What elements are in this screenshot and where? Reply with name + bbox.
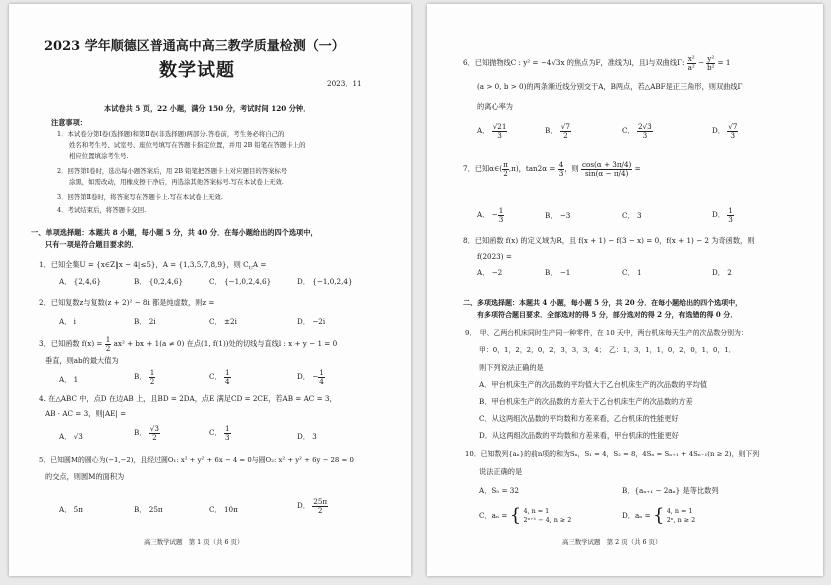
exam-title: 2023 学年顺德区普通高中高三教学质量检测（一） xyxy=(44,39,345,54)
question-4-line2: AB · AC = 3，则|AE| = xyxy=(45,409,127,418)
question-1: 1．已知全集U = {x∈Z‖x − 4|≤5}，A = {1,3,5,7,8,9}，则 $C_UA$ = xyxy=(39,260,267,272)
q8-option-b: B． −1 xyxy=(545,268,571,277)
question-9-line2: 甲：0，1，2，2，0，2，3，3，3，4； 乙：1，3，1，1，0，2，0，1，0，1． xyxy=(479,346,736,354)
question-6: 6．已知抛物线C : y² = −4√3x 的焦点为F，准线为l，且l与双曲线Γ: $\frac{\text{x²}}{\text{a²}}$ − $\frac{\text{y²}}{\text{b²}}$ = 1 xyxy=(463,53,731,72)
q6-option-d: D． $\frac{√7}{3}$ xyxy=(712,121,738,140)
note-line: 相应位置填涂考生号. xyxy=(69,152,129,160)
q10-option-c: C．aₙ = { 4, n = 1 2ⁿ⁺¹ − 4, n ≥ 2 xyxy=(479,505,572,526)
q4-option-d: D． 3 xyxy=(297,432,317,441)
question-8: 8．已知函数 f(x) 的定义域为R，且 f(x + 1) − f(3 − x) = 0，f(x + 1) − 2 为奇函数，则 xyxy=(463,236,755,245)
question-3-line2: 垂直，则ab的最大值为 xyxy=(45,356,119,365)
question-10-line2: 说法正确的是 xyxy=(479,467,523,476)
q5-option-c: C． 10π xyxy=(209,505,238,514)
notes-title: 注意事项： xyxy=(51,118,87,127)
q10-option-b: B．{aₙ₊₁ − 2aₙ} 是等比数列 xyxy=(622,486,719,495)
q7-option-d: D． $\frac{1}{3}$ xyxy=(712,205,733,224)
q7-option-a: A． − $\frac{1}{3}$ xyxy=(477,205,504,224)
q6-option-b: B． $\frac{√7}{2}$ xyxy=(545,121,570,140)
section2-heading-2: 有多项符合题目要求．全部选对的得 5 分，部分选对的得 2 分，有选错的得 0 分． xyxy=(477,310,738,319)
note-line: 4．考试结束后，将答题卡交回. xyxy=(57,206,147,214)
section1-heading-2: 只有一项是符合题目要求的． xyxy=(45,240,139,249)
note-line: 姓名和考生号、试室号、座位号填写在答题卡指定位置，并用 2B 铅笔在答题卡上的 xyxy=(69,141,306,149)
q8-option-c: C． 1 xyxy=(622,268,642,277)
question-2: 2．已知复数z与复数(z + 2)² − 8i 都是纯虚数，则z = xyxy=(39,298,215,307)
note-line: 涂黑，如需改动，用橡皮擦干净后，再选涂其他答案标号.写在本试卷上无效. xyxy=(69,178,284,186)
q5-option-a: A． 5π xyxy=(59,505,83,514)
page-footer: 高三数学试题 第 2 页（共 6 页） xyxy=(562,538,662,546)
note-line: 1．本试卷分第Ⅰ卷(选择题)和第Ⅱ卷(非选择题)两部分.答卷前，考生务必将自己的 xyxy=(57,130,285,138)
q9-option-d: D．从这两组次品数的平均数和方差来看，甲台机床的性能更好 xyxy=(479,431,679,440)
question-5: 5．已知圆M的圆心为(−1,−2)，且经过圆O₁: x² + y² + 6x − 4 = 0与圆O₂: x² + y² + 6y − 28 = 0 xyxy=(39,456,354,464)
q1-option-d: D． {−1,0,2,4} xyxy=(297,277,353,286)
q10-option-a: A．S₅ = 32 xyxy=(479,486,519,495)
q3-option-d: D． − $\frac{1}{4}$ xyxy=(297,367,324,386)
q1-option-a: A． {2,4,6} xyxy=(59,277,102,286)
q9-option-c: C．从这两组次品数的平均数和方差来看，乙台机床的性能更好 xyxy=(479,414,679,423)
q8-option-a: A． −2 xyxy=(477,268,503,277)
question-6-line2: (a > 0, b > 0)的两条渐近线分别交于A，B两点，若△ABF是正三角形，则双曲线Γ xyxy=(477,82,743,91)
question-9-line3: 则下列说法正确的是 xyxy=(479,363,544,372)
question-5-line2: 的交点，则圆M的面积为 xyxy=(45,472,125,481)
q4-option-c: C． $\frac{1}{3}$ xyxy=(209,423,230,442)
q4-option-a: A． √3 xyxy=(59,432,83,441)
q5-option-b: B． 25π xyxy=(134,505,163,514)
q2-option-d: D． −2i xyxy=(297,317,326,326)
q10-option-d: D．aₙ = { 4, n = 1 2ⁿ, n ≥ 2 xyxy=(622,505,696,526)
question-4: 4. 在△ABC 中，点D 在边AB 上，且BD = 2DA，点E 满足CD = 2CE，若AB = AC = 3， xyxy=(39,394,337,403)
q3-option-a: A． 1 xyxy=(59,375,79,384)
page-footer: 高三数学试题 第 1 页（共 6 页） xyxy=(144,538,244,546)
question-10: 10．已知数列{aₙ}的前n项的和为Sₙ，S₁ = 4，S₂ = 8，4Sₙ = Sₙ₊₁ + 4Sₙ₋₁(n ≥ 2)，则下列 xyxy=(465,450,760,458)
q2-option-a: A． i xyxy=(59,317,76,326)
question-8-line2: f(2023) = xyxy=(477,252,512,261)
exam-page-1 xyxy=(9,4,411,576)
q3-option-c: C． $\frac{1}{4}$ xyxy=(209,367,230,386)
exam-date: 2023．11 xyxy=(327,79,362,88)
q9-option-a: A．甲台机床生产的次品数的平均值大于乙台机床生产的次品数的平均值 xyxy=(479,380,708,389)
q1-option-b: B． {0,2,4,6} xyxy=(134,277,184,286)
section1-heading: 一、单项选择题：本题共 8 小题，每小题 5 分，共 40 分．在每小题给出的四个选项中， xyxy=(31,228,318,237)
q7-option-c: C． 3 xyxy=(622,211,642,220)
q6-option-a: A． $\frac{√21}{3}$ xyxy=(477,121,507,140)
q9-option-b: B．甲台机床生产的次品数的方差大于乙台机床生产的次品数的方差 xyxy=(479,397,693,406)
note-line: 3．回答第Ⅱ卷时，将答案写在答题卡上.写在本试卷上无效. xyxy=(57,193,223,201)
note-line: 2．回答第Ⅰ卷时，选出每小题答案后，用 2B 铅笔把答题卡上对应题目的答案标号 xyxy=(57,167,288,175)
q2-option-b: B． 2i xyxy=(134,317,156,326)
q6-option-c: C． $\frac{2√3}{3}$ xyxy=(622,121,652,140)
q2-option-c: C． ±2i xyxy=(209,317,237,326)
exam-intro: 本试卷共 5 页，22 小题，满分 150 分，考试时间 120 分钟． xyxy=(104,104,311,113)
subject-title: 数学试题 xyxy=(159,60,235,81)
question-6-line3: 的离心率为 xyxy=(477,102,513,111)
q7-option-b: B． −3 xyxy=(545,211,571,220)
q5-option-d: D． $\frac{25\pi}{2}$ xyxy=(297,496,328,515)
section2-heading: 二、多项选择题：本题共 4 小题，每小题 5 分，共 20 分．在每小题给出的四个选项中， xyxy=(463,298,743,307)
q3-option-b: B． $\frac{1}{2}$ xyxy=(134,367,155,386)
question-3: 3．已知函数 f(x) = $\frac{1}{2}$ ax² + bx + 1(a ≠ 0) 在点(1, f(1))处的切线与直线l : x + y − 1 = 0 xyxy=(39,334,338,353)
q4-option-b: B． $\frac{√3}{2}$ xyxy=(134,423,159,442)
question-9: 9． 甲、乙两台机床同时生产同一种零件，在 10 天中，两台机床每天生产的次品数分别为： xyxy=(465,329,748,337)
q1-option-c: C． {−1,0,2,4,6} xyxy=(209,277,272,286)
exam-page-2 xyxy=(427,4,823,576)
q8-option-d: D． 2 xyxy=(712,268,732,277)
question-7: 7．已知α∈( $\frac{\pi}{2}$ ,π)，tan2α = $\frac{4}{3}$ ，则 $\frac{\cos(\alpha + 3\pi/4)}{\sin(\alpha - \pi/4)}$ = xyxy=(463,159,641,178)
